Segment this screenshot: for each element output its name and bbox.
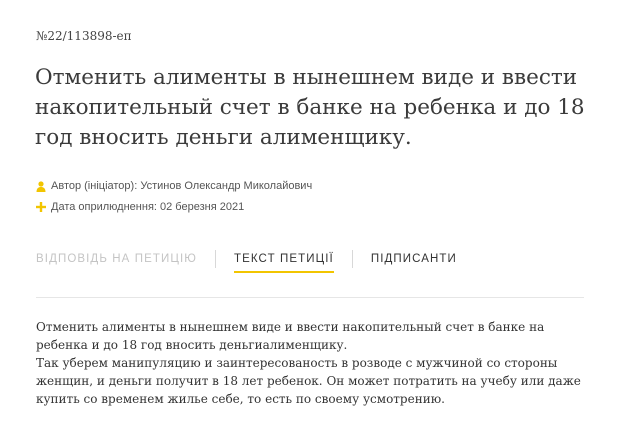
tab-signers[interactable]: ПІДПИСАНТИ <box>370 253 457 265</box>
petition-tabs <box>36 248 457 278</box>
tab-divider <box>215 250 216 268</box>
tab-petition-text[interactable]: ТЕКСТ ПЕТИЦІЇ <box>234 248 334 270</box>
user-icon <box>36 181 46 192</box>
date-label: Дата оприлюднення: 02 березня 2021 <box>51 201 245 213</box>
body-paragraph: Так уберем манипуляцию и заинтересованость в розводе с мужчиной со стороны женщин, и деньги получит в 18 лет ребенок. Он может потратить на учебу или даже купить со временем жилье себе, то есть по своему усмотрению. <box>36 356 581 406</box>
petition-body <box>36 318 596 408</box>
petition-author <box>36 180 312 192</box>
body-paragraph: Отменить алименты в нынешнем виде и ввести накопительный счет в банке на ребенка и до 18 год вносить деньгиалименщику. <box>36 320 545 352</box>
petition-date <box>36 201 244 213</box>
author-label: Автор (ініціатор): Устинов Олександр Миколайович <box>51 180 313 192</box>
petition-number: №22/113898-еп <box>36 29 132 43</box>
tab-response[interactable]: ВІДПОВІДЬ НА ПЕТИЦІЮ <box>36 253 197 265</box>
petition-title: Отменить алименты в нынешнем виде и ввести накопительный счет в банке на ребенка и до 18 год вносить деньги алименщику. <box>35 65 585 150</box>
plus-icon <box>36 202 46 213</box>
section-divider <box>36 297 584 298</box>
tab-divider <box>352 250 353 268</box>
